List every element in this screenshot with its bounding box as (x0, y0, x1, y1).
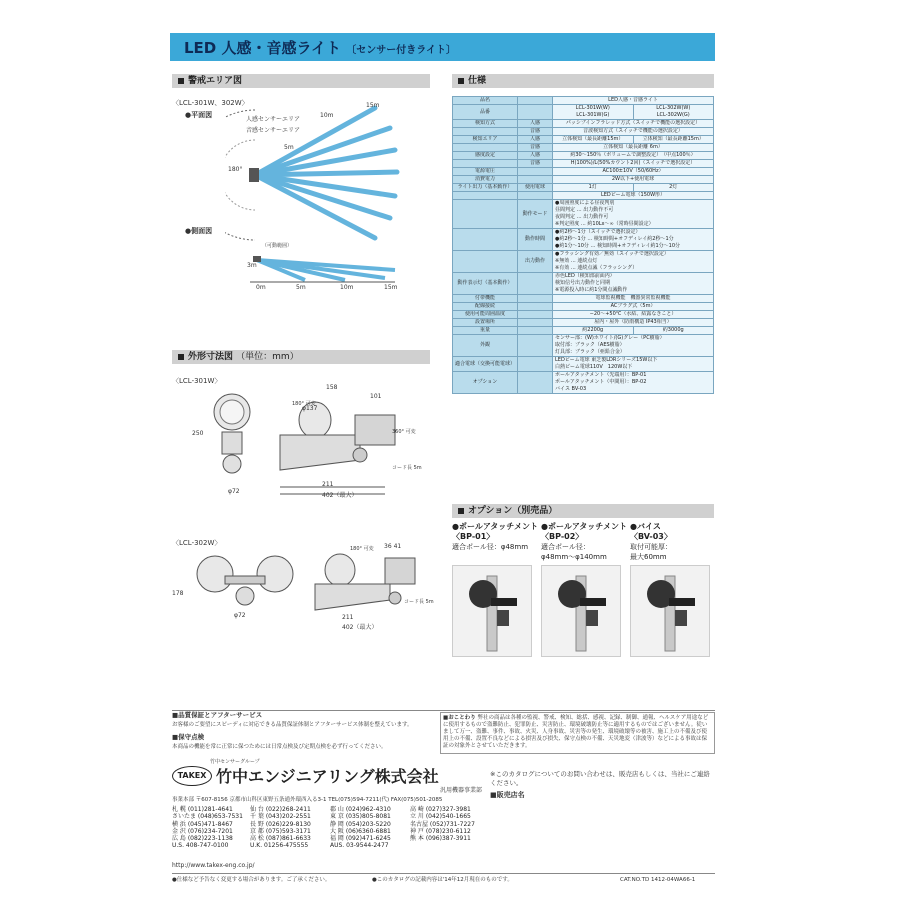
spec-label (453, 200, 518, 229)
bottom-note-left: ●仕様など予告なく変更する場合があります。ご了承ください。 (172, 877, 331, 883)
spec-value: 赤色LED（検知部前面内） 検知信号出力動作と同期 ※電源投入時に約1分間点滅動作 (553, 273, 714, 295)
spec-value: 電球監視機能 機器異常監視機能 (553, 295, 714, 303)
option-desc: 適合ポール径： φ48mm〜φ140mm (541, 543, 607, 561)
spec-row (453, 311, 714, 319)
spec-label (453, 251, 518, 273)
spec-sublabel (518, 97, 553, 105)
maint-text: 本商品の機能を常に正常に保つためには日常点検及び定期点検を必ず行ってください。 (172, 744, 387, 750)
dim-158: 158 (326, 384, 338, 391)
option-photo (541, 565, 621, 657)
spec-sublabel: 動作時間 (518, 229, 553, 251)
notice-box (440, 712, 715, 754)
option-desc: 取付可能厚： 最大60mm (630, 543, 672, 561)
spec-row (453, 184, 714, 192)
company-name: 竹中エンジニアリング株式会社 (216, 767, 439, 786)
side-movable-label: （可動範囲） (262, 243, 293, 249)
area-model-label: 〈LCL-301W、302W〉 (172, 99, 249, 107)
notice-title: ■おことわり (443, 715, 476, 721)
dim-phi72-302: φ72 (234, 612, 246, 619)
spec-row (453, 295, 714, 303)
spec-label: 配線接続 (453, 303, 518, 311)
spec-value: 立体検知（最長距離15m） (553, 136, 633, 144)
side-3m-label: 3m (247, 262, 257, 269)
spec-row (453, 105, 714, 120)
spec-label: 使用可能周囲温度 (453, 311, 518, 319)
dist-10m: 10m (320, 112, 334, 119)
spec-row (453, 372, 714, 394)
offices-col1: 札 幌 (011)281-4641 さいたま (048)653-7531 横 浜 (045)471-8467 金 沢 (076)234-7201 広 島 (082)223-1138 U.S. 408-747-0100 (172, 806, 243, 850)
spec-row (453, 251, 714, 273)
side-x-15: 15m (384, 284, 398, 291)
spec-value: 1灯 (553, 184, 633, 192)
spec-value: ACプラグ式（5m） (553, 303, 714, 311)
catalog-number: CAT.NO.TD 1412-04WA66-1 (620, 877, 696, 883)
takex-logo: TAKEX (172, 766, 212, 786)
spec-label: 検知方式 (453, 120, 518, 128)
option-desc: 適合ポール径：φ48mm (452, 543, 529, 551)
spec-sublabel: 音感 (518, 144, 553, 152)
spec-row (453, 144, 714, 152)
option-code: 〈BP-02〉 (541, 532, 584, 541)
spec-value: ●周囲照度による昼夜判別 昼間判定 … 出力動作不可 夜間判定 … 出力動作可 ※判定照度 … 約10Lx〜∞（常時昼間設定） (553, 200, 714, 229)
spec-label: 感度設定 (453, 152, 518, 160)
side-x-10: 10m (340, 284, 354, 291)
spec-value: 約2200g (553, 327, 633, 335)
group-label: 竹中センサーグループ (210, 759, 260, 765)
dealer-label: ■販売店名 (490, 791, 525, 799)
dim-phi72: φ72 (228, 488, 240, 495)
human-area-label: 人感センサーエリア (246, 116, 301, 123)
title-subtitle: 〔センサー付きライト〕 (346, 45, 456, 56)
spec-row (453, 319, 714, 327)
maint-title: ■保守点検 (172, 733, 205, 741)
plan-view-label: ●平面図 (185, 111, 213, 119)
side-x-5: 5m (296, 284, 306, 291)
spec-label: 検知エリア (453, 136, 518, 144)
dim-cord-302: コード長 5m (404, 599, 434, 605)
spec-value: H(100%)/L(50%カウント2回)（スイッチで選択設定） (553, 160, 714, 168)
spec-sublabel (518, 192, 553, 200)
dim-180-302: 180° 可変 (350, 546, 374, 552)
spec-sublabel: 人感 (518, 136, 553, 144)
spec-label: ライト出力（基本動作） (453, 184, 518, 192)
dim-101: 101 (370, 393, 382, 400)
spec-sublabel: 動作モード (518, 200, 553, 229)
hq-address: 事業本部 〒607-8156 京都市山科区東野五条通外環西入る3-1 TEL(075)594-7211(代) FAX(075)501-2085 (172, 797, 443, 803)
spec-label: 付帯機能 (453, 295, 518, 303)
dim-402: 402（最大） (322, 492, 358, 499)
dim-360: 360° 可変 (392, 429, 416, 435)
spec-sublabel: 音感 (518, 160, 553, 168)
section-area-header: 警戒エリア図 (172, 74, 430, 88)
spec-label: 適合電球（交換可能電球） (453, 357, 518, 372)
section-spec-header: 仕様 (452, 74, 714, 88)
spec-sublabel (518, 105, 553, 120)
option-name: ●ポールアタッチメント (541, 522, 627, 531)
option-name: ●バイス (630, 522, 661, 531)
dims-302-drawing (185, 550, 420, 630)
spec-sublabel: 使用電球 (518, 184, 553, 192)
spec-value: センサー部：(W)ホワイト/(G)グレー（PC樹脂） 取付部：ブラック（AES樹脂） 灯具部：ブラック（亜鉛合金） (553, 335, 714, 357)
spec-value: 約30〜150％（ボリュームで調整設定） （中点100％） (553, 152, 714, 160)
section-dims-header: 外形寸法図 （単位：mm） (172, 350, 430, 364)
dim-211-302: 211 (342, 614, 354, 621)
spec-value: −20〜+50℃（水結、結露なきこと） (553, 311, 714, 319)
dim-402-302: 402（最大） (342, 624, 378, 631)
spec-value: ●約2秒〜1分（スイッチで選択設定） ●約2秒〜1分 … 検知時間+オフディレイ約2秒〜1分 ●約1分〜10分 … 検知時間+オフディレイ約1分〜10分 (553, 229, 714, 251)
spec-row (453, 327, 714, 335)
spec-row (453, 120, 714, 128)
spec-value: LED人感・音感ライト (553, 97, 714, 105)
option-photo (452, 565, 532, 657)
sound-area-label: 音感センサーエリア (246, 127, 301, 134)
spec-sublabel (518, 372, 553, 394)
spec-row (453, 176, 714, 184)
spec-row (453, 152, 714, 160)
side-view-label: ●側面図 (185, 227, 213, 235)
spec-row (453, 136, 714, 144)
dim-178: 178 (172, 590, 184, 597)
spec-label (453, 128, 518, 136)
title-bar (170, 33, 715, 61)
spec-value: ●フラッシング有効／無効（スイッチで選択設定） ※無効 … 連続点灯 ※有効 … 連続点滅（フラッシング） (553, 251, 714, 273)
spec-row (453, 335, 714, 357)
spec-label: 電源電圧 (453, 168, 518, 176)
page-title (184, 37, 456, 58)
spec-value: LCL-302W(W) LCL-302W(G) (633, 105, 714, 120)
spec-row (453, 273, 714, 295)
spec-label: オプション (453, 372, 518, 394)
spec-value: 2W以下+使用電球 (553, 176, 714, 184)
spec-sublabel (518, 335, 553, 357)
spec-value: 音波検知方式（スイッチで機能の選択設定） (553, 128, 714, 136)
option-code: 〈BP-01〉 (452, 532, 495, 541)
option-code: 〈BV-03〉 (630, 532, 672, 541)
dims-302-label: 〈LCL-302W〉 (172, 539, 222, 547)
spec-sublabel (518, 327, 553, 335)
spec-row (453, 168, 714, 176)
spec-value: LEDビーム電球（150W形） (553, 192, 714, 200)
spec-value: AC100±10V（50/60Hz） (553, 168, 714, 176)
notice-text: 弊社の商品は各種の監視、警戒、検知、総括、感視、記録、制御、通報、ヘルスケア用途などに使用するもので盗難防止、犯罪防止、災害防止、環境破壊防止等に適用するものではございません。従いまして万一、盗難、事件、事故、火災、人身事故、災害等の発生、環境破壊等の被害、施工上の不備及び使用上の不備、設置不良などによる損害及び損失、保守点検の不備、天災地変（津波等）などによる事故は保証の対象外とさせていただきます。 (443, 715, 709, 749)
spec-label: 品名 (453, 97, 518, 105)
spec-row (453, 229, 714, 251)
spec-sublabel (518, 176, 553, 184)
spec-sublabel: 人感 (518, 120, 553, 128)
spec-label (453, 229, 518, 251)
dim-180: 180° 可変 (292, 401, 316, 407)
quality-text: お客様のご要望にスピーディに対応できる品質保証体制とアフターサービス体制を整えています。 (172, 722, 413, 728)
spec-sublabel: 人感 (518, 152, 553, 160)
spec-value: LCL-301W(W) LCL-301W(G) (553, 105, 633, 120)
spec-sublabel (518, 295, 553, 303)
spec-value: LEDビーム電球 東芝製LDRシリーズ15W以下 白熱ビーム電球110V 120W以下 (553, 357, 714, 372)
offices-col2: 仙 台 (022)268-2411 千 葉 (043)202-2551 長 野 (026)229-8130 京 都 (075)593-3171 高 松 (087)861-6633 U.K. 01256-475555 (250, 806, 311, 850)
spec-label: 外観 (453, 335, 518, 357)
dim-cord-301: コード長 5m (392, 465, 422, 471)
spec-row (453, 192, 714, 200)
spec-row (453, 97, 714, 105)
spec-sublabel (518, 319, 553, 327)
title-text: LED 人感・音感ライト (184, 39, 342, 57)
spec-label (453, 160, 518, 168)
division-label: 汎用機器事業部 (440, 787, 483, 794)
spec-row (453, 357, 714, 372)
spec-sublabel (518, 303, 553, 311)
spec-sublabel (518, 311, 553, 319)
option-name: ●ポールアタッチメント (452, 522, 538, 531)
spec-value: 屋内・屋外（防雨構造 IP43相当） (553, 319, 714, 327)
spec-sublabel (518, 273, 553, 295)
inquiry-text: ※このカタログについてのお問い合わせは、販売店もしくは、当社にご連絡ください。 (490, 770, 710, 787)
spec-table (452, 96, 714, 394)
spec-row (453, 128, 714, 136)
offices-col3: 郡 山 (024)962-4310 東 京 (035)805-8081 静 岡 (054)203-5220 大 阪 (06)6360-6881 福 岡 (092)471-6245 AUS. 03-9544-2477 (330, 806, 391, 850)
option-photo (630, 565, 710, 657)
bottom-divider (172, 873, 715, 874)
section-options-header: オプション（別売品） (452, 504, 714, 518)
spec-value: 2灯 (633, 184, 714, 192)
dims-301-label: 〈LCL-301W〉 (172, 377, 222, 385)
spec-sublabel: 出力動作 (518, 251, 553, 273)
bottom-note-mid: ●このカタログの記載内容は'14年12月現在のものです。 (372, 877, 513, 883)
dim-211: 211 (322, 481, 334, 488)
spec-label: 設置場所 (453, 319, 518, 327)
spec-row (453, 303, 714, 311)
quality-title: ■品質保証とアフターサービス (172, 711, 263, 719)
spec-row (453, 200, 714, 229)
spec-label (453, 192, 518, 200)
spec-value: パッシブインフラレッド方式（スイッチで機能の選択設定） (553, 120, 714, 128)
spec-value: 約3000g (633, 327, 714, 335)
dim-250: 250 (192, 430, 204, 437)
spec-label: 重量 (453, 327, 518, 335)
dist-5m: 5m (284, 144, 294, 151)
spec-label (453, 144, 518, 152)
spec-sublabel (518, 357, 553, 372)
spec-sublabel: 音感 (518, 128, 553, 136)
spec-label: 動作表示灯（基本動作） (453, 273, 518, 295)
website-link[interactable]: http://www.takex-eng.co.jp/ (172, 862, 255, 869)
side-x-0: 0m (256, 284, 266, 291)
spec-value: ポールアタッチメント（先端用）：BP-01 ポールアタッチメント（中間用）：BP-02 バイス BV-03 (553, 372, 714, 394)
dim-36-41: 36 41 (384, 543, 402, 550)
spec-value: 立体検知（最長距離 6m） (553, 144, 714, 152)
spec-value: 立体検知（最長距離15m） (633, 136, 714, 144)
dist-15m: 15m (366, 102, 380, 109)
offices-col4: 高 崎 (027)327-3981 立 川 (042)540-1665 名古屋 (052)731-7227 神 戸 (078)230-6112 熊 本 (096)387-3911 (410, 806, 475, 843)
spec-sublabel (518, 168, 553, 176)
angle-180: 180° (228, 166, 243, 173)
dim-phi137: φ137 (302, 405, 318, 412)
spec-label: 消費電力 (453, 176, 518, 184)
spec-row (453, 160, 714, 168)
spec-label: 品番 (453, 105, 518, 120)
